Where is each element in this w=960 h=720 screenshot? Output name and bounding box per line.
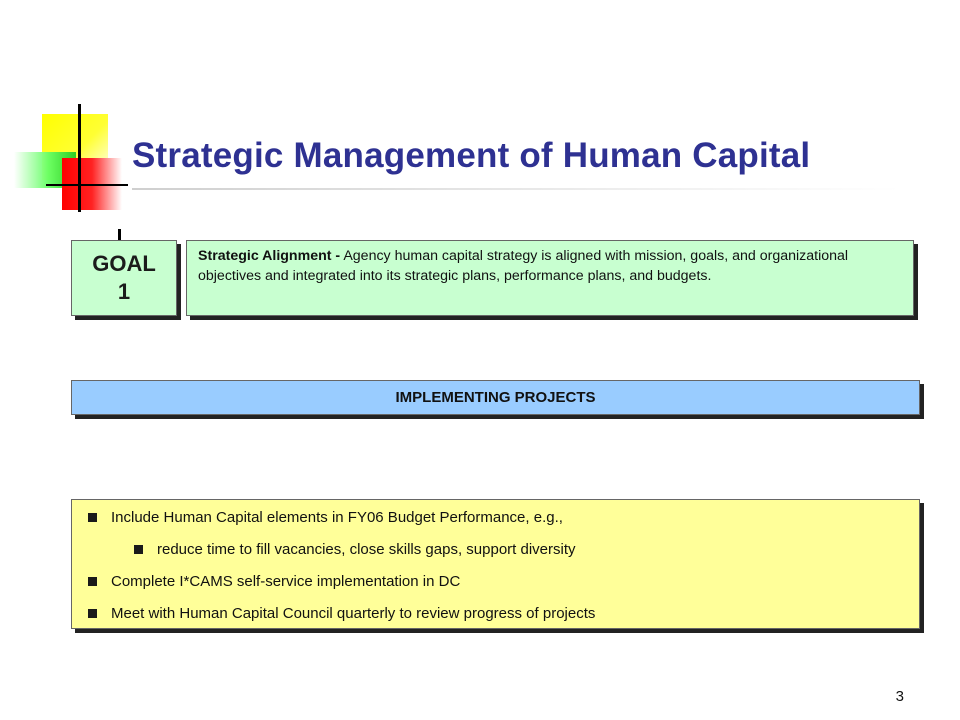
goal-description-box bbox=[186, 240, 914, 316]
list-item-text: Complete I*CAMS self-service implementation in DC bbox=[111, 573, 461, 590]
slide-title: Strategic Management of Human Capital bbox=[132, 136, 811, 175]
logo-vertical-line bbox=[78, 104, 81, 212]
slide-logo bbox=[0, 0, 140, 250]
list-item-sub bbox=[134, 541, 576, 558]
list-item-text: Meet with Human Capital Council quarterly to review progress of projects bbox=[111, 605, 596, 622]
implementing-projects-header bbox=[71, 380, 920, 415]
goal-label-word: GOAL bbox=[92, 251, 156, 276]
projects-list bbox=[71, 499, 920, 629]
goal-description: Agency human capital strategy is aligned with mission, goals, and organizational objectives and integrated into its strategic plans, performance plans, and budgets. bbox=[198, 248, 849, 284]
goal-badge bbox=[71, 240, 177, 316]
list-item-text: reduce time to fill vacancies, close skills gaps, support diversity bbox=[157, 541, 576, 558]
title-underline bbox=[132, 188, 900, 190]
list-item-text: Include Human Capital elements in FY06 Budget Performance, e.g., bbox=[111, 509, 563, 526]
bullet-square-icon bbox=[134, 545, 143, 554]
page-number: 3 bbox=[895, 688, 904, 705]
goal-label-number: 1 bbox=[117, 279, 131, 304]
implementing-projects-label: IMPLEMENTING PROJECTS bbox=[395, 389, 596, 406]
bullet-square-icon bbox=[88, 609, 97, 618]
list-item bbox=[88, 573, 460, 590]
bullet-square-icon bbox=[88, 577, 97, 586]
bullet-square-icon bbox=[88, 513, 97, 522]
goal-label bbox=[92, 250, 156, 306]
logo-horizontal-line bbox=[46, 184, 128, 186]
list-item bbox=[88, 509, 563, 526]
goal-heading: Strategic Alignment - bbox=[198, 248, 341, 264]
list-item bbox=[88, 605, 595, 622]
